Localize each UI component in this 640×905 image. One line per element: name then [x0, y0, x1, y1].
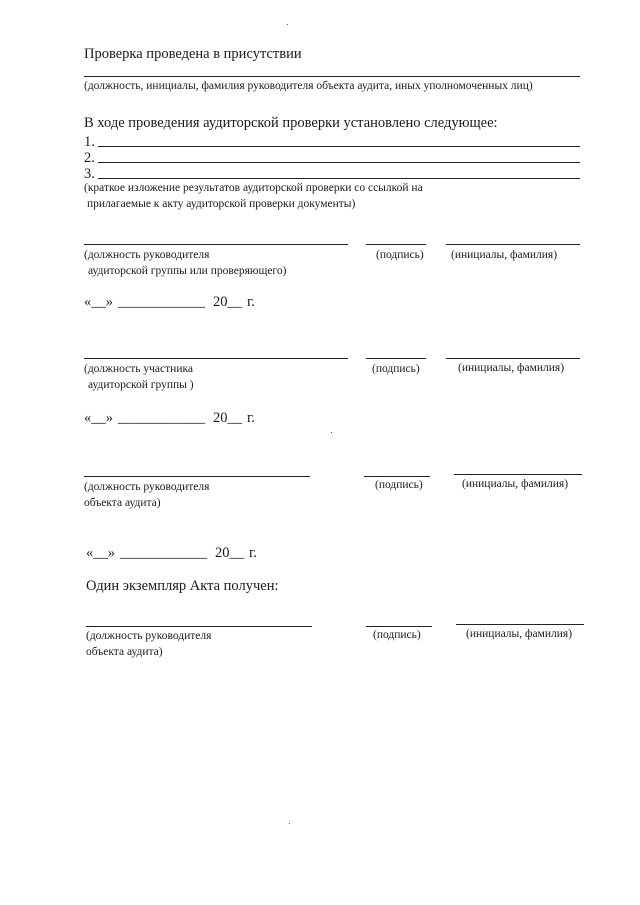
date-quote: «__» [84, 294, 113, 310]
name-caption: (инициалы, фамилия) [451, 249, 558, 261]
role-caption: аудиторской группы ) [88, 379, 194, 391]
role-blank-line [84, 358, 348, 359]
date-suffix: г. [247, 410, 255, 426]
role-blank-line [84, 476, 310, 477]
findings-item-line [98, 162, 580, 163]
findings-caption: (краткое изложение результатов аудиторской проверки со ссылкой на [84, 182, 423, 194]
role-caption: (должность руководителя [84, 249, 210, 261]
role-blank-line [86, 626, 312, 627]
name-blank-line [446, 244, 580, 245]
signature-caption: (подпись) [375, 479, 423, 491]
findings-item-number: 1. [84, 134, 95, 150]
role-caption: (должность участника [84, 363, 193, 375]
presence-caption: (должность, инициалы, фамилия руководителя объекта аудита, иных уполномоченных лиц) [84, 80, 533, 92]
name-blank-line [456, 624, 584, 625]
signature-blank-line [366, 358, 426, 359]
date-year: 20__ [213, 410, 242, 426]
findings-heading: В ходе проведения аудиторской проверки установлено следующее: [84, 115, 498, 131]
date-year: 20__ [215, 545, 244, 561]
findings-item-number: 2. [84, 150, 95, 166]
findings-item-line [98, 146, 580, 147]
role-blank-line [84, 244, 348, 245]
presence-heading: Проверка проведена в присутствии [84, 46, 302, 62]
date-suffix: г. [249, 545, 257, 561]
name-caption: (инициалы, фамилия) [462, 478, 569, 490]
scan-speck [331, 432, 332, 433]
scan-speck [287, 24, 288, 25]
role-caption: аудиторской группы или проверяющего) [88, 265, 287, 277]
name-caption: (инициалы, фамилия) [466, 628, 573, 640]
date-quote: «__» [86, 545, 115, 561]
name-caption: (инициалы, фамилия) [458, 362, 565, 374]
date-quote: «__» [84, 410, 113, 426]
role-caption: (должность руководителя [86, 630, 212, 642]
date-blank: ____________ [120, 545, 207, 561]
date-suffix: г. [247, 294, 255, 310]
signature-blank-line [364, 476, 430, 477]
role-caption: объекта аудита) [84, 497, 161, 509]
findings-caption: прилагаемые к акту аудиторской проверки документы) [87, 198, 356, 210]
name-blank-line [454, 474, 582, 475]
signature-blank-line [366, 244, 426, 245]
role-caption: объекта аудита) [86, 646, 163, 658]
signature-blank-line [366, 626, 432, 627]
date-year: 20__ [213, 294, 242, 310]
scan-speck [289, 823, 290, 824]
findings-item-line [98, 178, 580, 179]
findings-item-number: 3. [84, 166, 95, 182]
date-blank: ____________ [118, 410, 205, 426]
signature-caption: (подпись) [376, 249, 424, 261]
signature-caption: (подпись) [373, 629, 421, 641]
date-blank: ____________ [118, 294, 205, 310]
role-caption: (должность руководителя [84, 481, 210, 493]
receipt-heading: Один экземпляр Акта получен: [86, 578, 279, 594]
name-blank-line [446, 358, 580, 359]
presence-blank-line [84, 76, 580, 77]
signature-caption: (подпись) [372, 363, 420, 375]
